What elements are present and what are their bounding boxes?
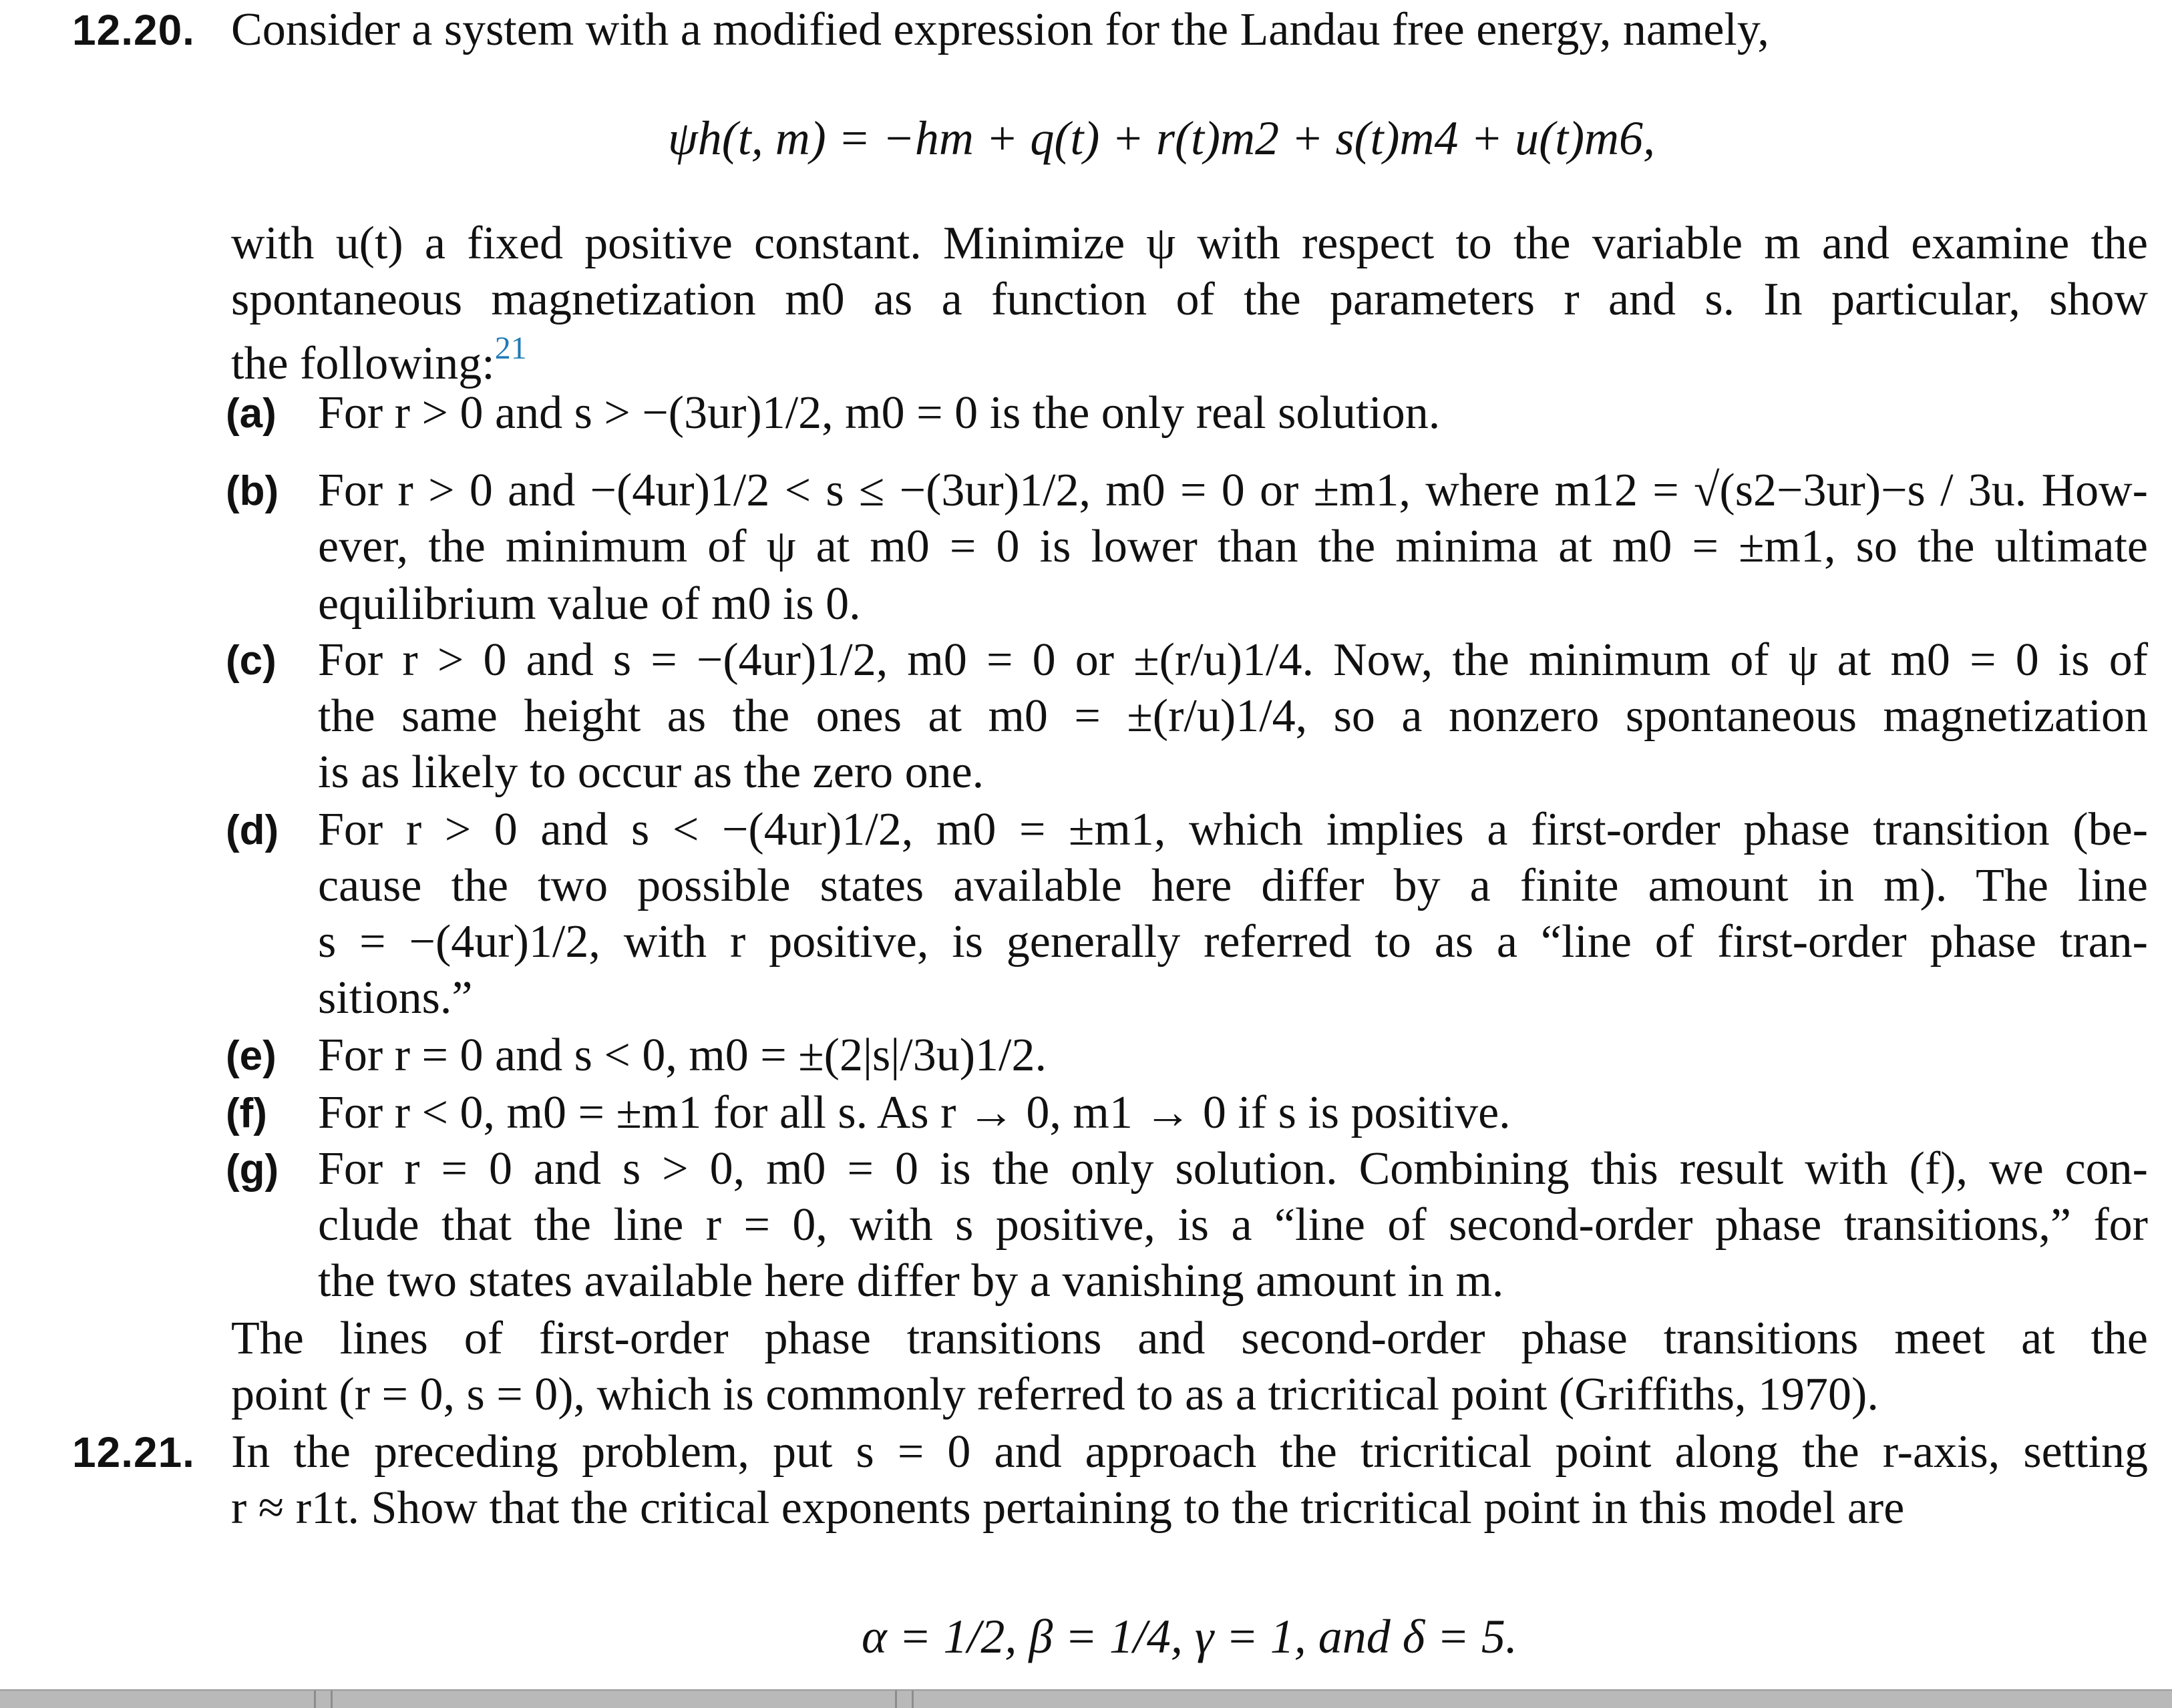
scrollbar-tick — [314, 1691, 316, 1708]
item-d-line-3: s = −(4ur)1/2, with r positive, is generally referred to as a “line of first-order phase tran- — [318, 916, 2148, 968]
item-e-label: (e) — [226, 1033, 277, 1079]
scrollbar-tick — [331, 1691, 333, 1708]
problem-number-12-21: 12.21. — [72, 1428, 195, 1476]
problem-12-21-line-2: r ≈ r1t. Show that the critical exponents pertaining to the tricritical point in this model are — [231, 1482, 1905, 1534]
closing-line-1: The lines of first-order phase transitions and second-order phase transitions meet at the — [231, 1313, 2148, 1364]
item-c-line-3: is as likely to occur as the zero one. — [318, 746, 984, 798]
scrollbar-tick — [912, 1691, 914, 1708]
item-c-line-2: the same height as the ones at m0 = ±(r/u)1/4, so a nonzero spontaneous magnetization — [318, 690, 2148, 742]
landau-free-energy-equation: ψh(t, m) = −hm + q(t) + r(t)m2 + s(t)m4 + u(t)m6, — [668, 112, 1656, 165]
item-g-label: (g) — [226, 1146, 279, 1193]
item-a-line-1: For r > 0 and s > −(3ur)1/2, m0 = 0 is the only real solution. — [318, 387, 1441, 439]
item-f-line-1: For r < 0, m0 = ±m1 for all s. As r → 0, m1 → 0 if s is positive. — [318, 1087, 1511, 1138]
problem-12-21-line-1: In the preceding problem, put s = 0 and approach the tricritical point along the r-axis, setting — [231, 1426, 2148, 1478]
item-b-line-3: equilibrium value of m0 is 0. — [318, 578, 861, 630]
item-g-line-3: the two states available here differ by a vanishing amount in m. — [318, 1255, 1504, 1307]
problem-12-20-intro: Consider a system with a modified expression for the Landau free energy, namely, — [231, 4, 1769, 55]
closing-line-2: point (r = 0, s = 0), which is commonly referred to as a tricritical point (Griffiths, 1970). — [231, 1369, 1879, 1420]
critical-exponents-equation: α = 1/2, β = 1/4, γ = 1, and δ = 5. — [862, 1610, 1517, 1663]
item-e-line-1: For r = 0 and s < 0, m0 = ±(2|s|/3u)1/2. — [318, 1030, 1047, 1081]
item-c-label: (c) — [226, 638, 277, 684]
item-b-label: (b) — [226, 468, 279, 514]
footnote-ref-21[interactable]: 21 — [494, 331, 527, 366]
item-c-line-1: For r > 0 and s = −(4ur)1/2, m0 = 0 or ±(r/u)1/4. Now, the minimum of ψ at m0 = 0 is of — [318, 634, 2148, 686]
body-line-2: spontaneous magnetization m0 as a function of the parameters r and s. In particular, show — [231, 274, 2148, 325]
item-d-line-4: sitions.” — [318, 972, 473, 1024]
item-b-line-2: ever, the minimum of ψ at m0 = 0 is lower than the minima at m0 = ±m1, so the ultimate — [318, 521, 2148, 572]
item-d-label: (d) — [226, 807, 279, 853]
follow-text: the following: — [231, 338, 495, 389]
item-d-line-1: For r > 0 and s < −(4ur)1/2, m0 = ±m1, which implies a first-order phase transition (be- — [318, 804, 2148, 855]
scrollbar-tick — [895, 1691, 897, 1708]
item-f-label: (f) — [226, 1090, 267, 1136]
bottom-scrollbar[interactable] — [0, 1689, 2172, 1708]
item-g-line-2: clude that the line r = 0, with s positive, is a “line of second-order phase transitions,” for — [318, 1199, 2148, 1251]
body-line-1: with u(t) a fixed positive constant. Minimize ψ with respect to the variable m and examine the — [231, 218, 2148, 269]
problem-number-12-20: 12.20. — [72, 6, 195, 54]
item-g-line-1: For r = 0 and s > 0, m0 = 0 is the only solution. Combining this result with (f), we con- — [318, 1143, 2148, 1195]
item-a-label: (a) — [226, 391, 277, 437]
item-d-line-2: cause the two possible states available here differ by a finite amount in m). The line — [318, 860, 2148, 911]
item-b-line-1: For r > 0 and −(4ur)1/2 < s ≤ −(3ur)1/2, m0 = 0 or ±m1, where m12 = √(s2−3ur)−s / 3u. How- — [318, 465, 2148, 516]
body-line-3 — [231, 333, 2148, 387]
